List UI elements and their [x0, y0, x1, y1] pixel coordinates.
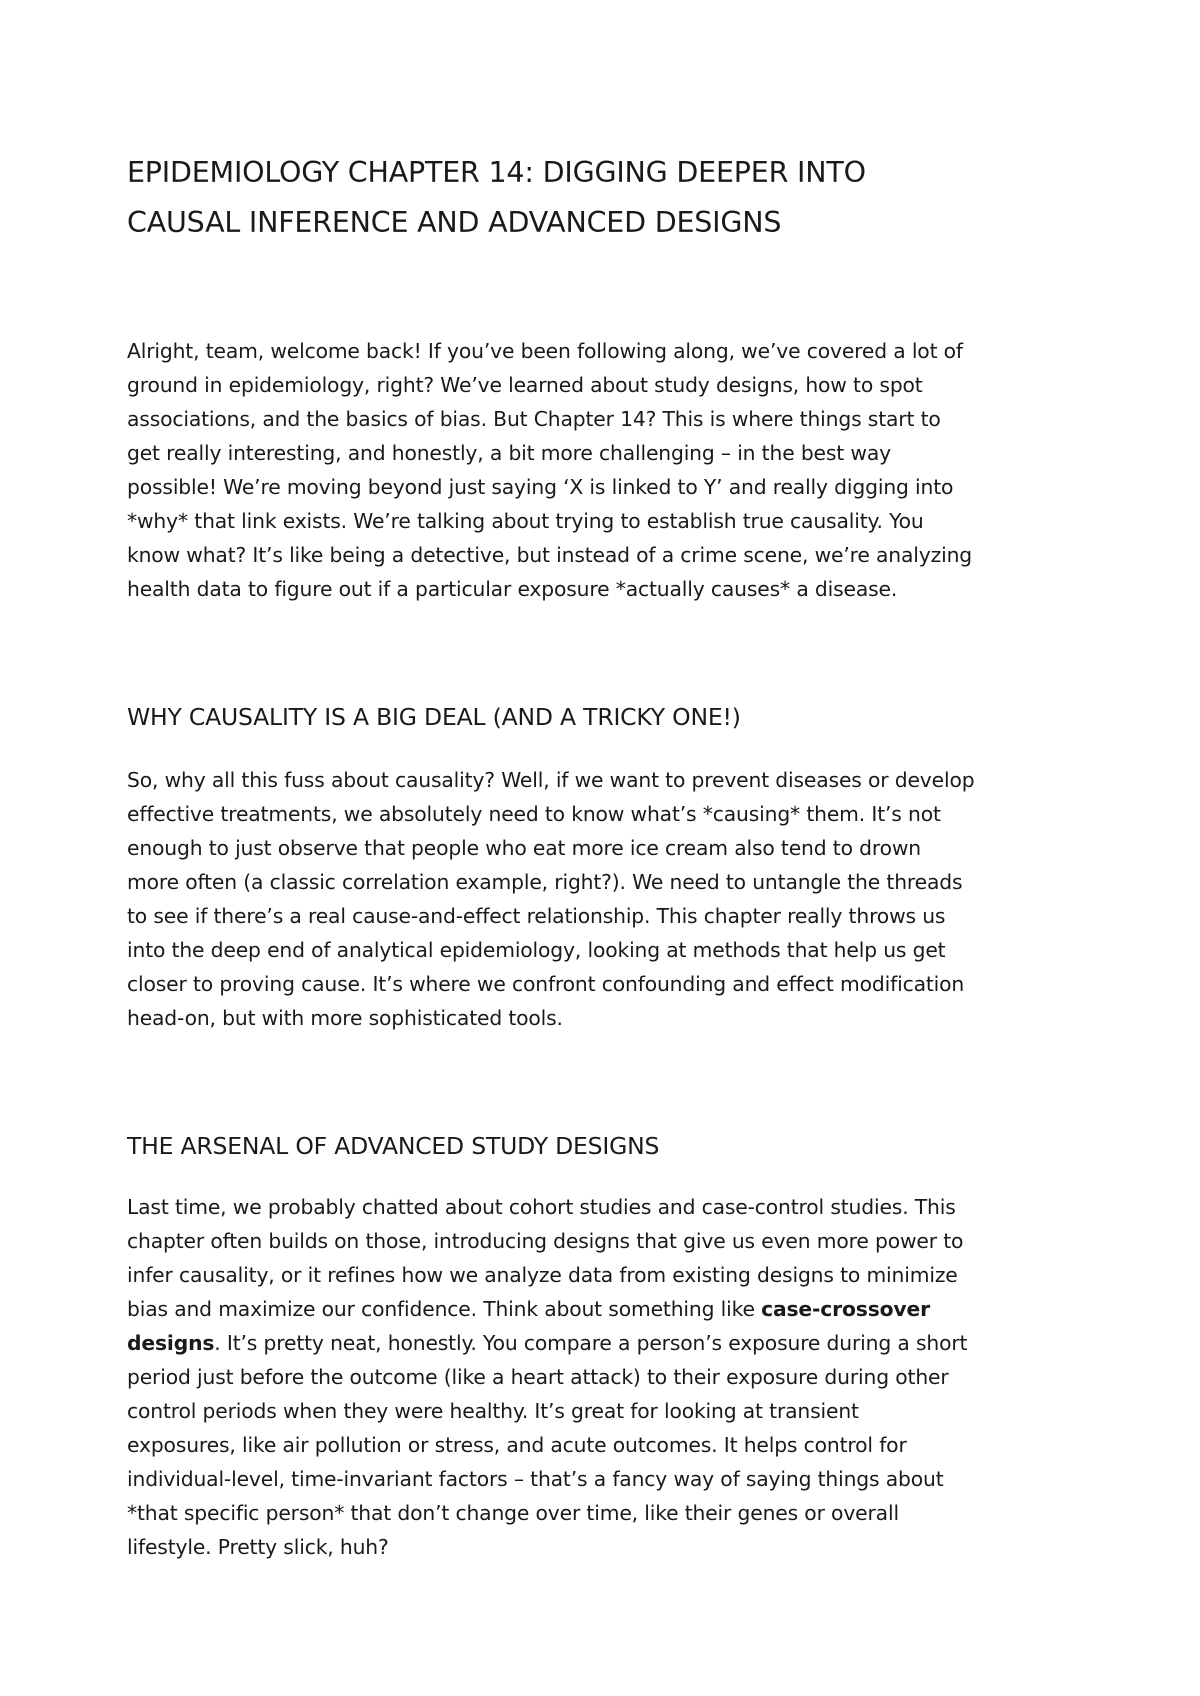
intro-line: possible! We’re moving beyond just saying ‘X is linked to Y’ and really digging into — [127, 475, 954, 499]
advanced-designs-paragraph — [127, 1190, 1087, 1564]
document-title — [127, 148, 1087, 248]
arsenal-line: bias and maximize our confidence. Think about something like — [127, 1297, 762, 1321]
bold-term-designs: designs — [127, 1331, 215, 1355]
intro-line: *why* that link exists. We’re talking about trying to establish true causality. You — [127, 509, 924, 533]
why-line: So, why all this fuss about causality? Well, if we want to prevent diseases or develop — [127, 768, 975, 792]
arsenal-line: exposures, like air pollution or stress, and acute outcomes. It helps control for — [127, 1433, 907, 1457]
why-line: more often (a classic correlation example, right?). We need to untangle the threads — [127, 870, 963, 894]
why-line: head-on, but with more sophisticated tools. — [127, 1006, 563, 1030]
intro-line: associations, and the basics of bias. But Chapter 14? This is where things start to — [127, 407, 941, 431]
intro-line: ground in epidemiology, right? We’ve learned about study designs, how to spot — [127, 373, 923, 397]
arsenal-line: lifestyle. Pretty slick, huh? — [127, 1535, 389, 1559]
arsenal-line: period just before the outcome (like a heart attack) to their exposure during other — [127, 1365, 949, 1389]
title-line-2: CAUSAL INFERENCE AND ADVANCED DESIGNS — [127, 206, 782, 239]
why-line: to see if there’s a real cause-and-effect relationship. This chapter really throws us — [127, 904, 946, 928]
intro-line: get really interesting, and honestly, a bit more challenging – in the best way — [127, 441, 891, 465]
intro-paragraph — [127, 334, 1087, 606]
bold-term-case-crossover: case-crossover — [761, 1297, 930, 1321]
title-line-1: EPIDEMIOLOGY CHAPTER 14: DIGGING DEEPER INTO — [127, 156, 866, 189]
arsenal-line: infer causality, or it refines how we analyze data from existing designs to minimize — [127, 1263, 958, 1287]
why-line: effective treatments, we absolutely need to know what’s *causing* them. It’s not — [127, 802, 941, 826]
arsenal-line: individual-level, time-invariant factors – that’s a fancy way of saying things about — [127, 1467, 944, 1491]
arsenal-line: *that specific person* that don’t change over time, like their genes or overall — [127, 1501, 899, 1525]
why-causality-paragraph — [127, 763, 1087, 1035]
section-heading-advanced-designs: THE ARSENAL OF ADVANCED STUDY DESIGNS — [127, 1132, 660, 1160]
intro-line: know what? It’s like being a detective, but instead of a crime scene, we’re analyzing — [127, 543, 973, 567]
intro-line: health data to figure out if a particular exposure *actually causes* a disease. — [127, 577, 898, 601]
section-heading-why-causality: WHY CAUSALITY IS A BIG DEAL (AND A TRICKY ONE!) — [127, 703, 741, 731]
why-line: into the deep end of analytical epidemiology, looking at methods that help us get — [127, 938, 946, 962]
arsenal-line: chapter often builds on those, introducing designs that give us even more power to — [127, 1229, 964, 1253]
intro-line: Alright, team, welcome back! If you’ve been following along, we’ve covered a lot of — [127, 339, 963, 363]
arsenal-line: . It’s pretty neat, honestly. You compare a person’s exposure during a short — [214, 1331, 968, 1355]
why-line: closer to proving cause. It’s where we confront confounding and effect modification — [127, 972, 965, 996]
arsenal-line: Last time, we probably chatted about cohort studies and case-control studies. This — [127, 1195, 956, 1219]
arsenal-line: control periods when they were healthy. It’s great for looking at transient — [127, 1399, 859, 1423]
why-line: enough to just observe that people who eat more ice cream also tend to drown — [127, 836, 922, 860]
